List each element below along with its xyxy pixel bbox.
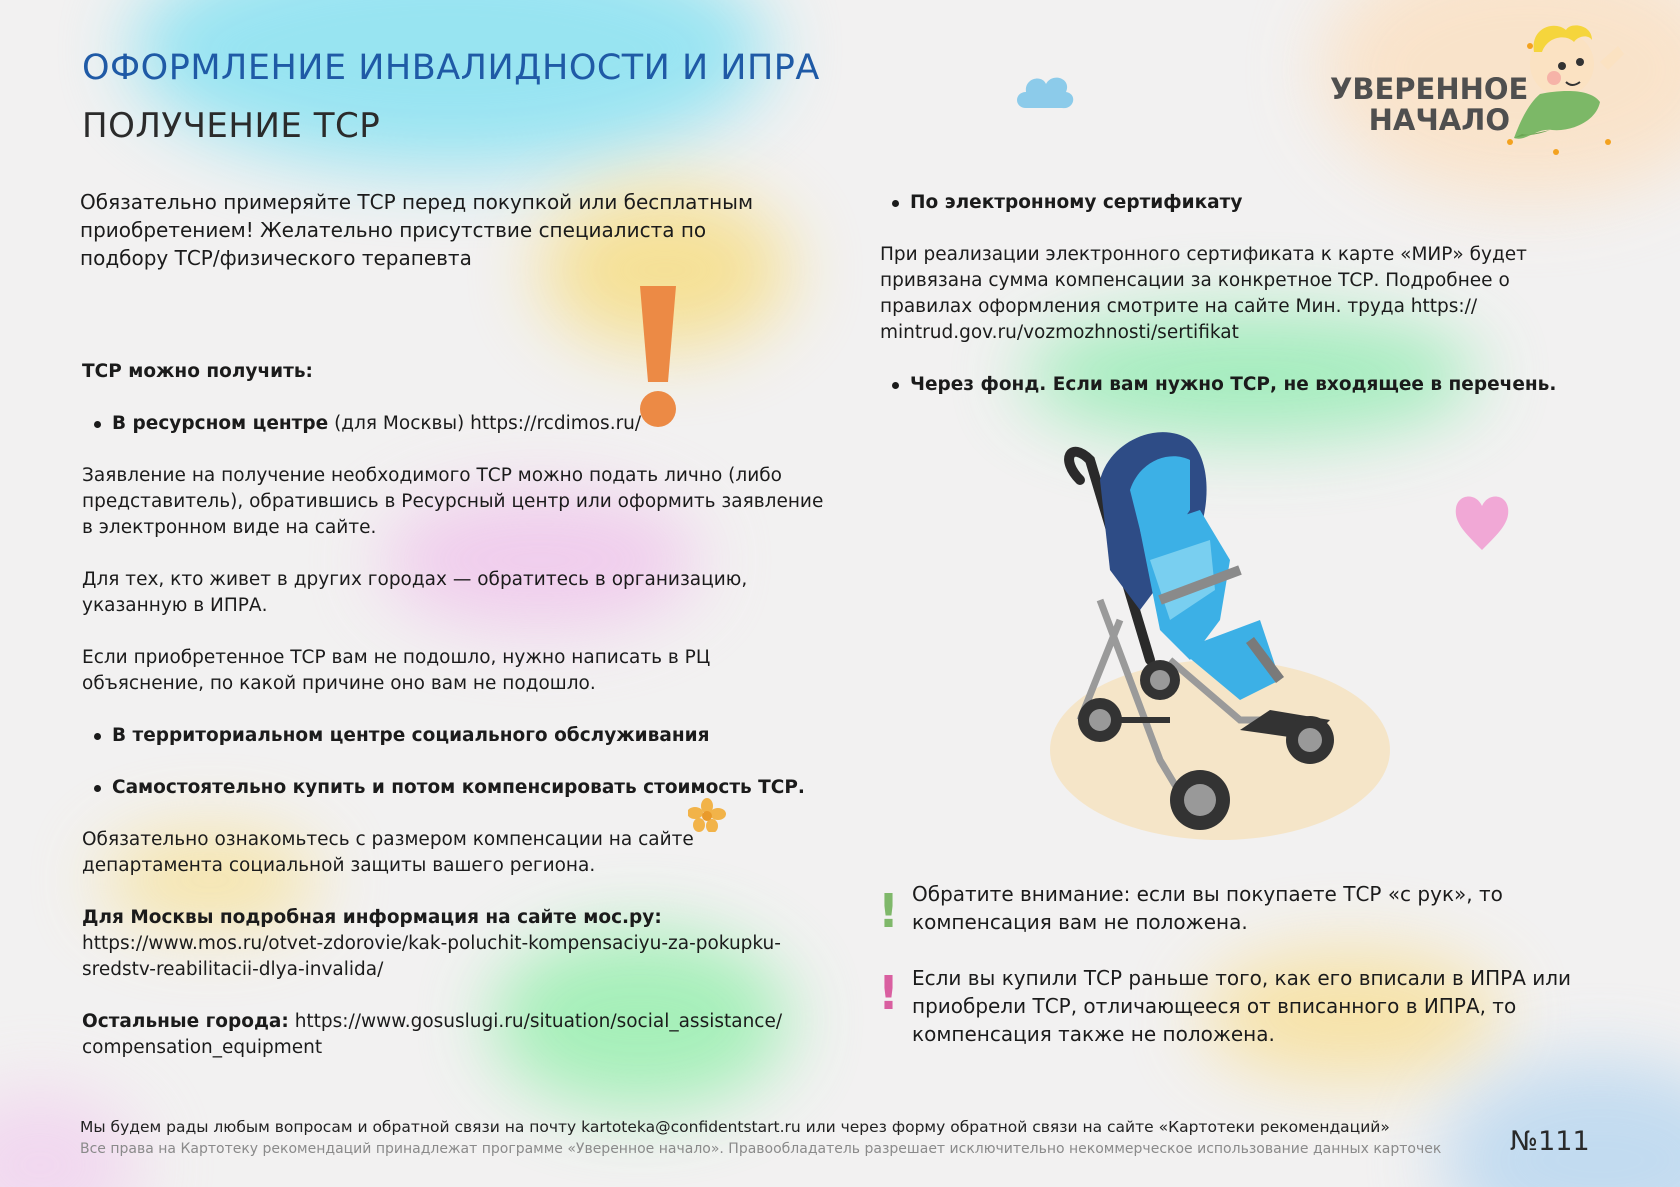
page-number: №111 (1510, 1126, 1590, 1157)
note-exclamation-pink: ! (878, 966, 899, 1020)
page-title: ОФОРМЛЕНИЕ ИНВАЛИДНОСТИ И ИПРА (82, 48, 820, 88)
baby-mascot-icon (1500, 22, 1630, 162)
decor-blob-blue (1440, 1060, 1680, 1187)
bullet-self-purchase: Самостоятельно купить и потом компенсировать стоимость ТСР. (82, 775, 805, 801)
gosuslugi-link[interactable]: https://www.gosuslugi.ru/situation/social_assistance/ (288, 1011, 783, 1032)
paragraph-compensation: Обязательно ознакомьтесь с размером компенсации на сайте департамента социальной защиты вашего региона. (82, 829, 694, 876)
note-exclamation-green: ! (878, 884, 899, 938)
moscow-info: Для Москвы подробная информация на сайте мос.ру: https://www.mos.ru/otvet-zdorovie/kak-poluchit-kompensaciyu-za-pokupku- sredstv-reabilitacii-dlya-invalida/ (82, 905, 781, 983)
logo (1330, 22, 1630, 172)
paragraph-other-cities: Для тех, кто живет в других городах — обратитесь в организацию, указанную в ИПРА. (82, 569, 748, 616)
mos-ru-link[interactable]: https://www.mos.ru/otvet-zdorovie/kak-poluchit-kompensaciyu-za-pokupku- (82, 933, 781, 954)
exclamation-icon (634, 286, 682, 430)
decor-blob-pink-2 (0, 1090, 140, 1187)
intro-text: Обязательно примеряйте ТСР перед покупкой или бесплатным приобретением! Желательно присутствие специалиста по подбору ТСР/физического терапевта (80, 190, 754, 270)
paragraph-not-fit: Если приобретенное ТСР вам не подошло, нужно написать в РЦ объяснение, по какой причине оно вам не подошло. (82, 647, 711, 694)
cloud-icon (1012, 68, 1076, 114)
note-bought-earlier: Если вы купили ТСР раньше того, как его вписали в ИПРА или приобрели ТСР, отличающееся от вписанного в ИПРА, то компенсация также не положена. (912, 966, 1572, 1046)
mos-ru-link-cont[interactable]: sredstv-reabilitacii-dlya-invalida/ (82, 959, 384, 980)
bullet-fund: Через фонд. Если вам нужно ТСР, не входящее в перечень. (880, 372, 1556, 398)
mintrud-link[interactable]: mintrud.gov.ru/vozmozhnosti/sertifikat (880, 322, 1239, 343)
footer-rights: Все права на Картотеку рекомендаций принадлежат программе «Уверенное начало». Правообладатель разрешает исключительно некоммерческое использование данных карточек (80, 1141, 1442, 1157)
ways-heading: ТСР можно получить: (82, 361, 313, 382)
stroller-illustration (1040, 420, 1400, 850)
footer-contact: Мы будем рады любым вопросам и обратной связи на почту kartoteka@confidentstart.ru или через форму обратной связи на сайте «Картотеки рекомендаций» (80, 1118, 1390, 1136)
bullet-electronic-certificate: По электронному сертификату (880, 190, 1242, 216)
other-cities-info: Остальные города: https://www.gosuslugi.ru/situation/social_assistance/ compensation_equipment (82, 1009, 782, 1061)
bullet-resource-center: В ресурсном центре (для Москвы) https://rcdimos.ru/ (82, 411, 641, 437)
gosuslugi-link-cont[interactable]: compensation_equipment (82, 1037, 323, 1058)
logo-text: УВЕРЕННОЕ НАЧАЛО (1330, 72, 1529, 137)
page-subtitle: ПОЛУЧЕНИЕ ТСР (82, 106, 381, 146)
bullet-territorial-center: В территориальном центре социального обслуживания (82, 723, 709, 749)
paragraph-application: Заявление на получение необходимого ТСР можно подать лично (либо представитель), обратившись в Ресурсный центр или оформить заявление в электронном виде на сайте. (82, 465, 824, 538)
note-second-hand: Обратите внимание: если вы покупаете ТСР «с рук», то компенсация вам не положена. (912, 882, 1503, 934)
heart-icon (1454, 492, 1510, 552)
certificate-text: При реализации электронного сертификата к карте «МИР» будет привязана сумма компенсации за конкретное ТСР. Подробнее о правилах оформления смотрите на сайте Мин. труда https:// mintrud.gov.ru/vozmozhnosti/sertifikat (880, 242, 1527, 346)
